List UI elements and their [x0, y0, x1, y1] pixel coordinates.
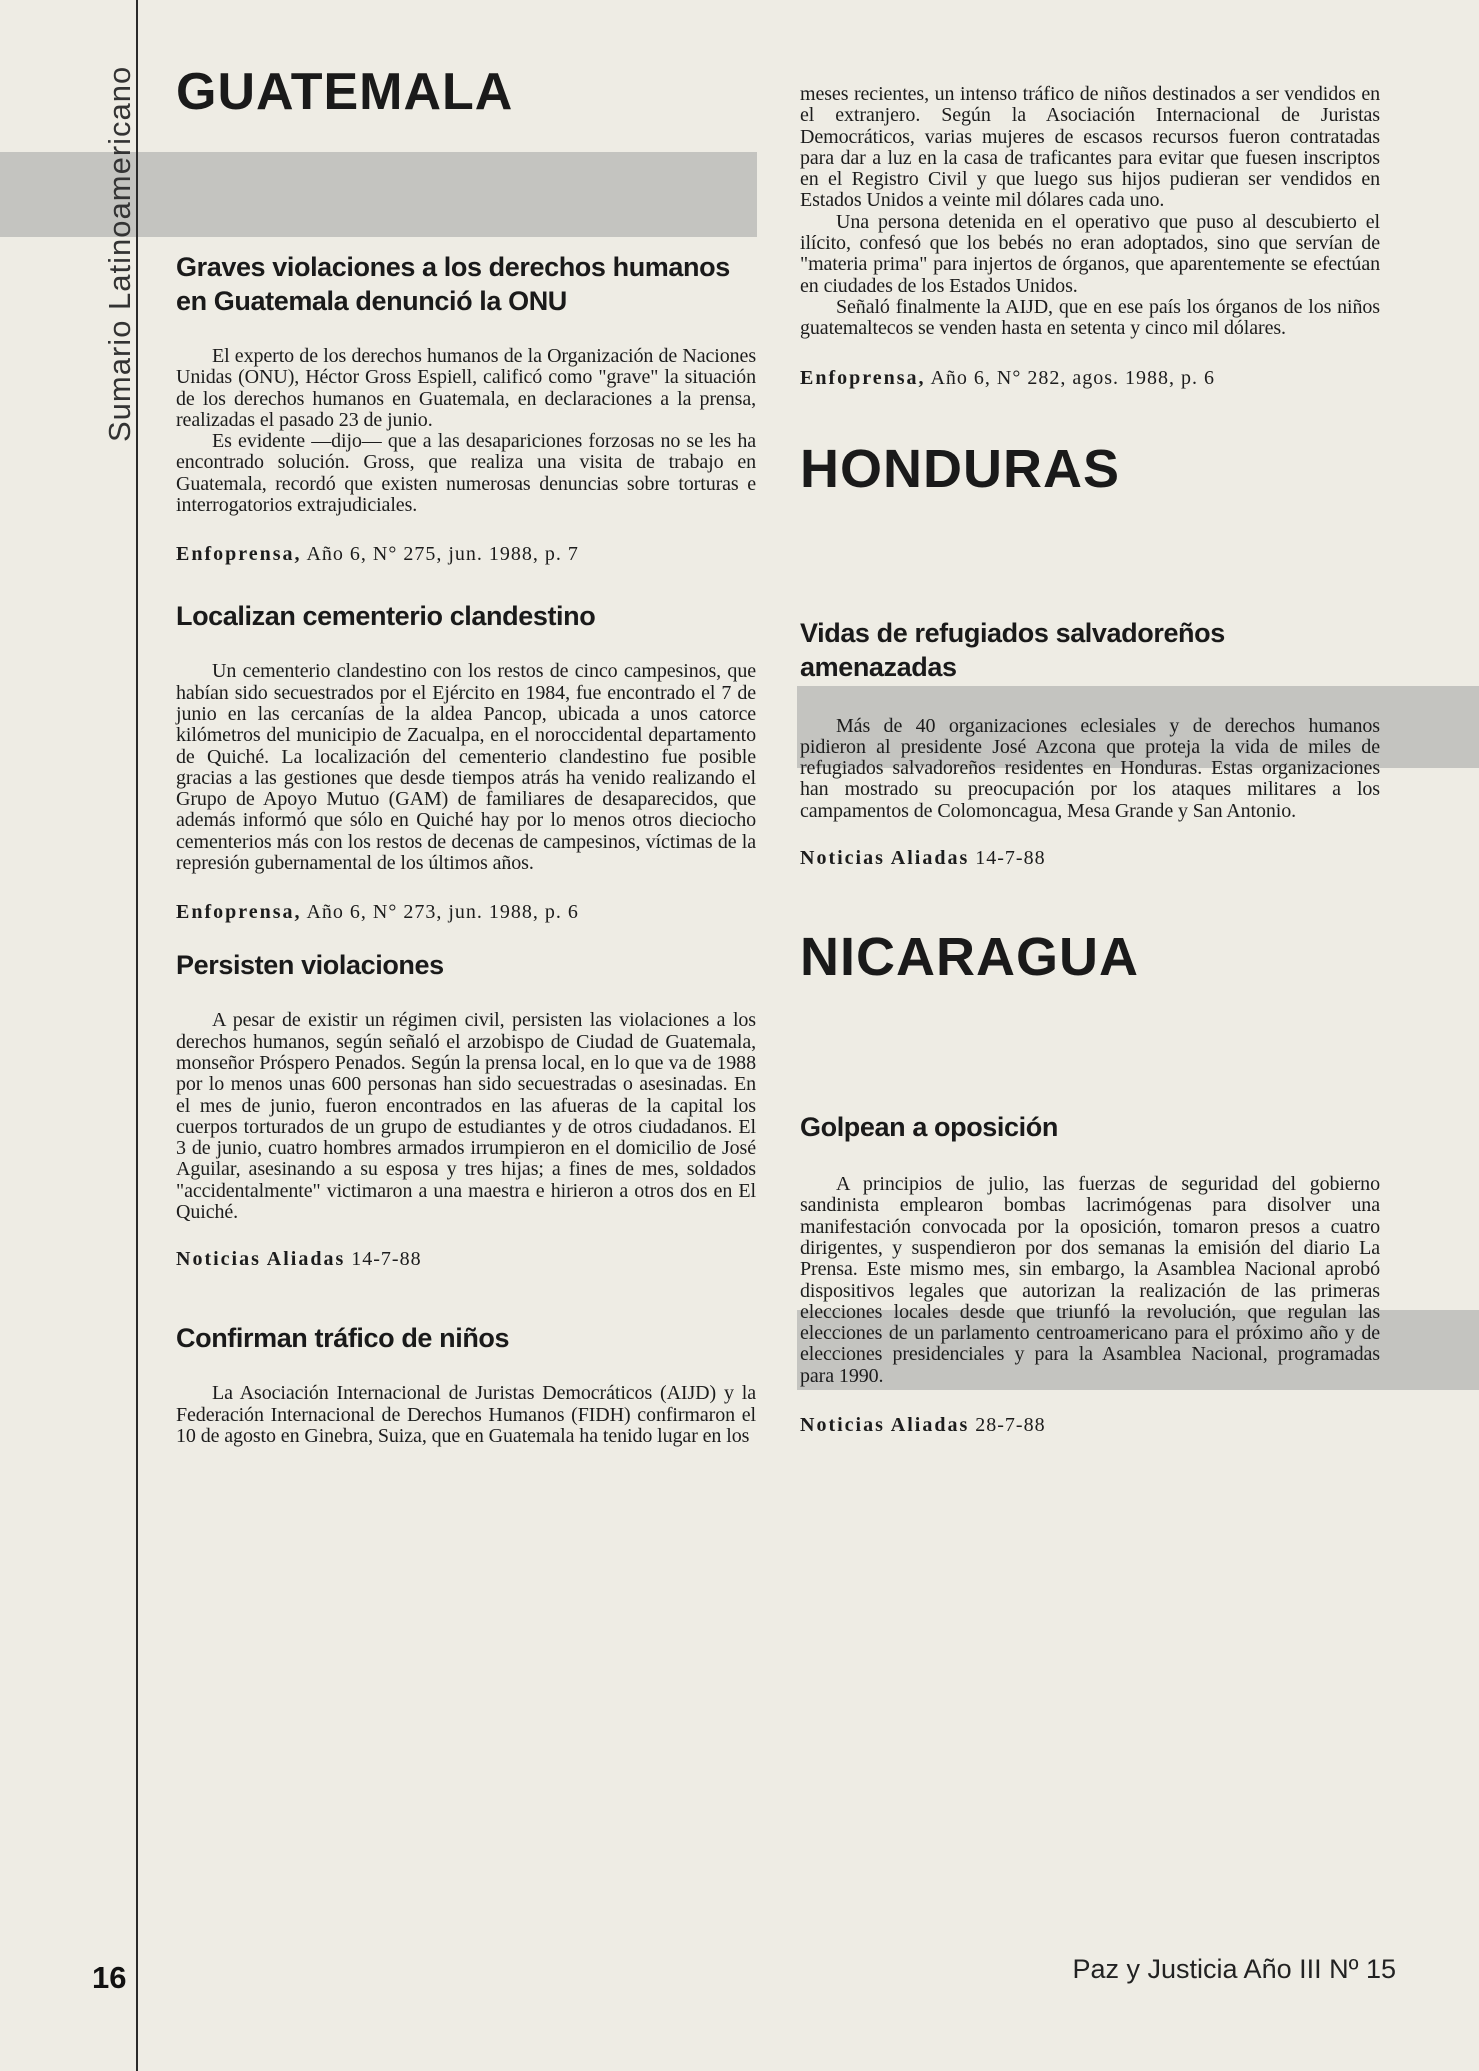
article-title: Graves violaciones a los derechos humanos en Guatemala denunció la ONU [176, 252, 730, 316]
article-paragraph: Más de 40 organizaciones eclesiales y de derechos humanos pidieron al presidente José Azcona que proteja la vida de miles de refugiados salvadoreños residentes en Honduras. Estas organizaciones han mostrado su preocupación por los ataques militares a los campamentos de Colomoncagua, Mesa Grande y San Antonio. [800, 714, 1380, 822]
article-paragraph: El experto de los derechos humanos de la Organización de Naciones Unidas (ONU), Héctor Gross Espiell, calificó como "grave" la situación de los derechos humanos en Guatemala, en declaraciones a la prensa, realizadas el pasado 23 de junio. [176, 345, 756, 431]
article-graves-violaciones [176, 250, 756, 566]
right-column [800, 84, 1380, 1437]
footer-publication: Paz y Justicia Año III Nº 15 [1072, 1954, 1396, 1984]
article-title: Golpean a oposición [800, 1112, 1058, 1143]
article-source [176, 542, 756, 566]
source-name: Enfoprensa, [800, 366, 926, 389]
article-paragraph: A principios de julio, las fuerzas de seguridad del gobierno sandinista emplearon bombas lacrimógenas para disolver una manifestación convocada por la oposición, tomaron presos a cuatro dirigentes, y suspendieron por dos semanas la emisión del diario La Prensa. Este mismo mes, sin embargo, la Asamblea Nacional aprobó dispositivos legales que autorizan la realización de las primeras elecciones locales desde que triunfó la revolución, que regulan las elecciones de un parlamento centroamericano para el próximo año y de elecciones presidenciales y para la Asamblea Nacional, programadas para 1990. [800, 1173, 1380, 1387]
source-name: Noticias Aliadas [800, 1414, 970, 1437]
source-detail: 14-7-88 [975, 847, 1046, 870]
page-number: 16 [92, 1960, 127, 1995]
article-title: Confirman tráfico de niños [176, 1323, 510, 1354]
article-paragraph: Un cementerio clandestino con los restos de cinco campesinos, que habían sido secuestrados por el Ejército en 1984, fue encontrado el 7 de junio en las cercanías de la aldea Pancop, ubicada a unos catorce kilómetros del municipio de Zacualpa, en el noroccidental departamento de Quiché. La localización del cementerio clandestino fue posible gracias a las gestiones que desde tiempos atrás ha venido realizando el Grupo de Apoyo Mutuo (GAM) de familiares de desaparecidos, que además informó que sólo en Quiché hay por lo menos otros dieciocho cementerios más con los restos de decenas de campesinos, víctimas de la represión gubernamental de los últimos años. [176, 660, 756, 875]
source-name: Noticias Aliadas [176, 1248, 346, 1271]
sidebar-label: Sumario Latinoamericano [102, 65, 137, 442]
article-paragraph: Es evidente —dijo— que a las desapariciones forzosas no se les ha encontrado solución. Gross, que realiza una visita de trabajo en Guatemala, recordó que existen numerosas denuncias sobre torturas e interrogatorios extrajudiciales. [176, 430, 756, 517]
article-persisten-violaciones [176, 948, 756, 1271]
article-paragraph: meses recientes, un intenso tráfico de niños destinados a ser vendidos en el extranjero. Según la Asociación Internacional de Juristas Democráticos, varias mujeres de escasos recursos fueron contratadas para dar a luz en la casa de traficantes para evitar que fuesen inscriptos en el Registro Civil y que luego sus hijos pudieran ser vendidos en Estados Unidos a veinte mil dólares cada uno. [800, 83, 1380, 212]
source-detail: Año 6, N° 273, jun. 1988, p. 6 [306, 901, 579, 924]
article-cementerio [176, 599, 756, 924]
article-paragraph: Señaló finalmente la AIJD, que en ese país los órganos de los niños guatemaltecos se venden hasta en setenta y cinco mil dólares. [800, 295, 1380, 340]
source-name: Noticias Aliadas [800, 847, 970, 870]
source-detail: 28-7-88 [975, 1414, 1046, 1437]
section-title-honduras: HONDURAS [800, 438, 1121, 499]
section-title-guatemala: GUATEMALA [176, 63, 514, 121]
section-title-nicaragua: NICARAGUA [800, 927, 1139, 988]
article-title: Vidas de refugiados salvadoreños amenazadas [800, 617, 1225, 682]
article-source [800, 1413, 1380, 1437]
article-golpean-oposicion [800, 1110, 1380, 1437]
article-source [176, 900, 756, 924]
source-detail: 14-7-88 [351, 1248, 422, 1271]
article-trafico-ninos-continued [800, 84, 1380, 390]
source-name: Enfoprensa, [176, 901, 302, 924]
left-column [176, 60, 756, 1447]
source-name: Enfoprensa, [176, 543, 302, 566]
article-title: Persisten violaciones [176, 950, 444, 981]
article-source [176, 1247, 756, 1271]
article-title: Localizan cementerio clandestino [176, 601, 596, 632]
article-paragraph: Una persona detenida en el operativo que puso al descubierto el ilícito, confesó que los bebés no eran adoptados, sino que servían de "materia prima" para injertos de órganos, que aparentemente se efectúan en ciudades de los Estados Unidos. [800, 210, 1380, 297]
source-detail: Año 6, N° 282, agos. 1988, p. 6 [930, 366, 1215, 389]
article-source [800, 366, 1380, 390]
article-source [800, 846, 1380, 870]
source-detail: Año 6, N° 275, jun. 1988, p. 7 [306, 543, 579, 566]
article-refugiados [800, 616, 1380, 870]
article-paragraph: La Asociación Internacional de Juristas Democráticos (AIJD) y la Federación Internacional de Derechos Humanos (FIDH) confirmaron el 10 de agosto en Ginebra, Suiza, que en Guatemala ha tenido lugar en los [176, 1382, 756, 1447]
article-paragraph: A pesar de existir un régimen civil, persisten las violaciones a los derechos humanos, según señaló el arzobispo de Ciudad de Guatemala, monseñor Próspero Penados. Según la prensa local, en lo que va de 1988 por lo menos unas 600 personas han sido secuestradas o asesinadas. En el mes de junio, fueron encontrados en las afueras de la capital los cuerpos torturados de un grupo de estudiantes y de otros ciudadanos. El 3 de junio, cuatro hombres armados irrumpieron en el domicilio de José Aguilar, asesinando a su esposa y tres hijas; a fines de mes, soldados "accidentalmente" victimaron a una maestra e hirieron a otros dos en El Quiché. [176, 1009, 756, 1224]
article-trafico-ninos [176, 1321, 756, 1447]
